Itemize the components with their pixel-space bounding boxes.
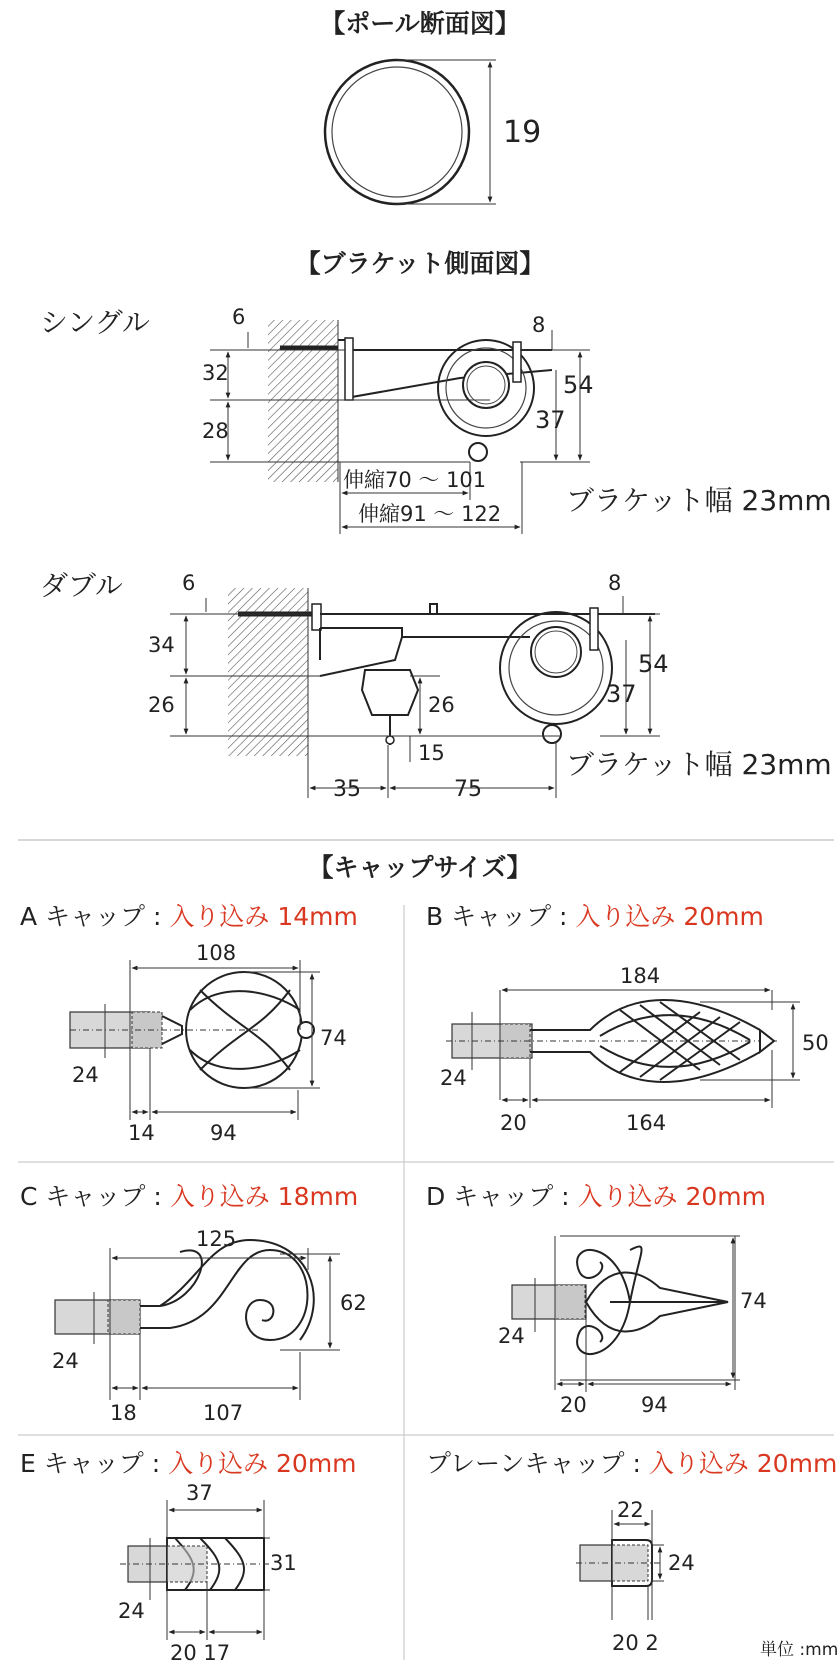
single-width-note: ブラケット幅 23mm xyxy=(566,484,832,517)
single-dim-37: 37 xyxy=(535,406,566,434)
cap-a-dim-74: 74 xyxy=(320,1026,347,1050)
cap-d-dim-74: 74 xyxy=(740,1289,767,1313)
double-dim-37: 37 xyxy=(606,680,637,708)
cap-a-dim-14: 14 xyxy=(128,1121,155,1145)
double-dim-35: 35 xyxy=(333,777,361,802)
cap-c-dim-62: 62 xyxy=(340,1291,367,1315)
cap-b-title: B キャップ : 入り込み 20mm xyxy=(426,902,764,931)
cap-c-dim-18: 18 xyxy=(110,1401,137,1425)
cap-plain-title: プレーンキャップ : 入り込み 20mm xyxy=(426,1449,838,1478)
pole-diameter-value: 19 xyxy=(503,115,542,150)
double-dim-15: 15 xyxy=(418,741,445,765)
double-dim-75: 75 xyxy=(454,777,482,802)
double-dim-54: 54 xyxy=(638,650,669,678)
cap-b-dim-50: 50 xyxy=(802,1031,829,1055)
cap-a-dim-24: 24 xyxy=(72,1063,99,1087)
double-pole-circle xyxy=(531,627,581,677)
double-dim-8: 8 xyxy=(608,571,622,595)
single-dim-8: 8 xyxy=(532,313,546,337)
double-dim-26: 26 xyxy=(148,693,175,717)
cap-c-dim-107: 107 xyxy=(203,1401,244,1425)
double-label: ダブル xyxy=(40,569,123,602)
single-dim-54: 54 xyxy=(563,371,594,399)
cap-b-dim-164: 164 xyxy=(626,1111,667,1135)
cap-b-dim-24: 24 xyxy=(440,1066,467,1090)
single-dim-6: 6 xyxy=(232,305,246,329)
double-bracket-diagram xyxy=(40,569,832,802)
unit-note: 単位 :mm xyxy=(760,1640,839,1660)
wall-hatch xyxy=(268,320,338,482)
cap-a-dim-108: 108 xyxy=(196,941,237,965)
cap-plain xyxy=(426,1449,838,1660)
cap-d-dim-94: 94 xyxy=(641,1393,668,1417)
cap-c-scroll xyxy=(140,1250,308,1340)
cap-d-dim-24: 24 xyxy=(498,1324,525,1348)
cap-c xyxy=(20,1182,367,1425)
inner-runner xyxy=(362,670,418,715)
bracket-section-title: 【ブラケット側面図】 xyxy=(295,249,545,278)
cap-d-dim-20: 20 xyxy=(560,1393,587,1417)
cap-a-dim-94: 94 xyxy=(210,1121,237,1145)
single-extend-2: 伸縮91 ～ 122 xyxy=(358,502,502,526)
double-dim-34: 34 xyxy=(148,633,175,657)
single-label: シングル xyxy=(40,306,150,339)
single-extend-1: 伸縮70 ～ 101 xyxy=(343,468,487,492)
double-arm xyxy=(320,614,655,660)
cap-b-dim-184: 184 xyxy=(620,964,661,988)
cap-plain-dim-20-2: 20 2 xyxy=(612,1631,659,1655)
cap-e-dim-24: 24 xyxy=(118,1599,145,1623)
cap-c-dim-125: 125 xyxy=(196,1227,237,1251)
single-bracket-diagram xyxy=(40,305,832,534)
runner-ring xyxy=(469,443,487,461)
cap-plain-dim-22: 22 xyxy=(617,1498,644,1522)
cap-e-title: E キャップ : 入り込み 20mm xyxy=(20,1449,357,1478)
pole-section-title: 【ポール断面図】 xyxy=(320,9,520,38)
double-width-note: ブラケット幅 23mm xyxy=(566,748,832,781)
cap-c-title: C キャップ : 入り込み 18mm xyxy=(20,1182,359,1211)
cap-c-dim-24: 24 xyxy=(52,1349,79,1373)
pole-circle xyxy=(463,362,509,408)
cap-e-dim-37: 37 xyxy=(186,1481,213,1505)
pole-inner xyxy=(332,67,462,197)
caps-section-title: 【キャップサイズ】 xyxy=(308,853,532,882)
cap-b xyxy=(426,902,829,1135)
double-dim-26b: 26 xyxy=(428,693,455,717)
single-dim-28: 28 xyxy=(202,419,229,443)
cap-e xyxy=(20,1449,357,1665)
cap-d xyxy=(426,1182,767,1417)
pole-section xyxy=(320,9,541,204)
cap-e-dim-20-17: 20 17 xyxy=(170,1641,231,1665)
cap-d-title: D キャップ : 入り込み 20mm xyxy=(426,1182,766,1211)
cap-e-dim-31: 31 xyxy=(270,1551,297,1575)
single-dim-32: 32 xyxy=(202,361,229,385)
cap-b-dim-20: 20 xyxy=(500,1111,527,1135)
cap-a-title: A キャップ : 入り込み 14mm xyxy=(20,902,358,931)
cap-plain-dim-24: 24 xyxy=(668,1551,695,1575)
cap-a xyxy=(20,902,358,1145)
double-dim-6: 6 xyxy=(182,571,196,595)
